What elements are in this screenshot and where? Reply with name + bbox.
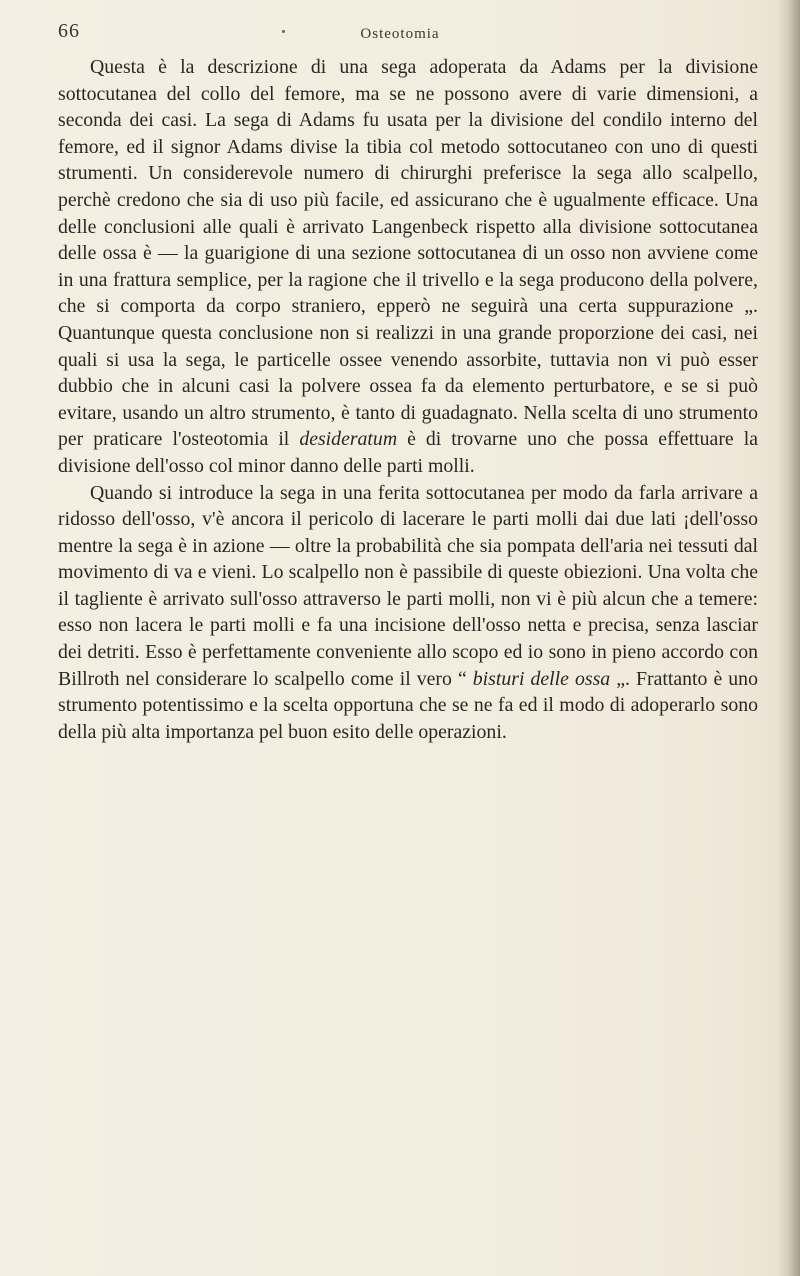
running-title: Osteotomia — [360, 26, 440, 42]
paragraph-2-text-a: Quando si introduce la sega in una ferita sottocutanea per modo da farla arrivare a ridosso dell'osso, v'è ancora il pericolo di lacerare le parti molli dai due lati ¡dell'osso mentre la sega è in azione — oltre la probabilità che sia pompata dell'aria nei tessuti dal movimento di va e vieni. Lo scalpello non è passibile di queste obiezioni. Una volta che il tagliente è arrivato sull'osso attraverso le parti molli, non vi è più alcun che a temere: esso non lacera le parti molli e fa una incisione dell'osso netta e precisa, senza lasciar dei detriti. Esso è perfettamente conveniente allo scopo ed io sono in pieno accordo con Billroth nel considerare lo scalpello come il vero “ — [58, 481, 758, 690]
paragraph-2 — [58, 480, 758, 746]
paragraph-1-text-b: è di trovarne uno che possa effettuare la divisione dell'osso col minor danno delle parti molli. — [58, 428, 758, 477]
paragraph-1 — [58, 54, 758, 480]
paragraph-2-italic-term: bisturi delle ossa — [472, 667, 611, 690]
header-dot — [282, 30, 285, 33]
page-edge-shadow — [778, 0, 800, 1276]
paragraph-1-italic-term: desideratum — [299, 428, 398, 451]
body-text — [58, 54, 758, 745]
paragraph-2-text-b: „. Frattanto è uno strumento potentissimo e la scelta opportuna che se ne fa ed il modo di adoperarlo sono della più alta importanza pel buon esito delle operazioni. — [58, 667, 758, 743]
page-number: 66 — [58, 20, 80, 42]
paragraph-1-text-a: Questa è la descrizione di una sega adoperata da Adams per la divisione sottocutanea del collo del femore, ma se ne possono avere di varie dimensioni, a seconda dei casi. La sega di Adams fu usata per la divisione del condilo interno del femore, ed il signor Adams divise la tibia col metodo sottocutaneo con uno di questi strumenti. Un considerevole numero di chirurghi preferisce la sega allo scalpello, perchè credono che sia di uso più facile, ed assicurano che è ugualmente efficace. Una delle conclusioni alle quali è arrivato Langenbeck rispetto alla divisione sottocutanea delle ossa è — la guarigione di una sezione sottocutanea di un osso non avviene come in una frattura semplice, per la ragione che il trivello e la sega producono della polvere, che si comporta da corpo straniero, epperò ne seguirà una certa suppurazione „. Quantunque questa conclusione non si realizzi in una grande proporzione dei casi, nei quali si usa la sega, le particelle ossee venendo assorbite, tuttavia non vi può esser dubbio che in alcuni casi la polvere ossea fa da elemento perturbatore, e se si può evitare, usando un altro strumento, è tanto di guadagnato. Nella scelta di uno strumento per praticare l'osteotomia il — [58, 56, 758, 451]
